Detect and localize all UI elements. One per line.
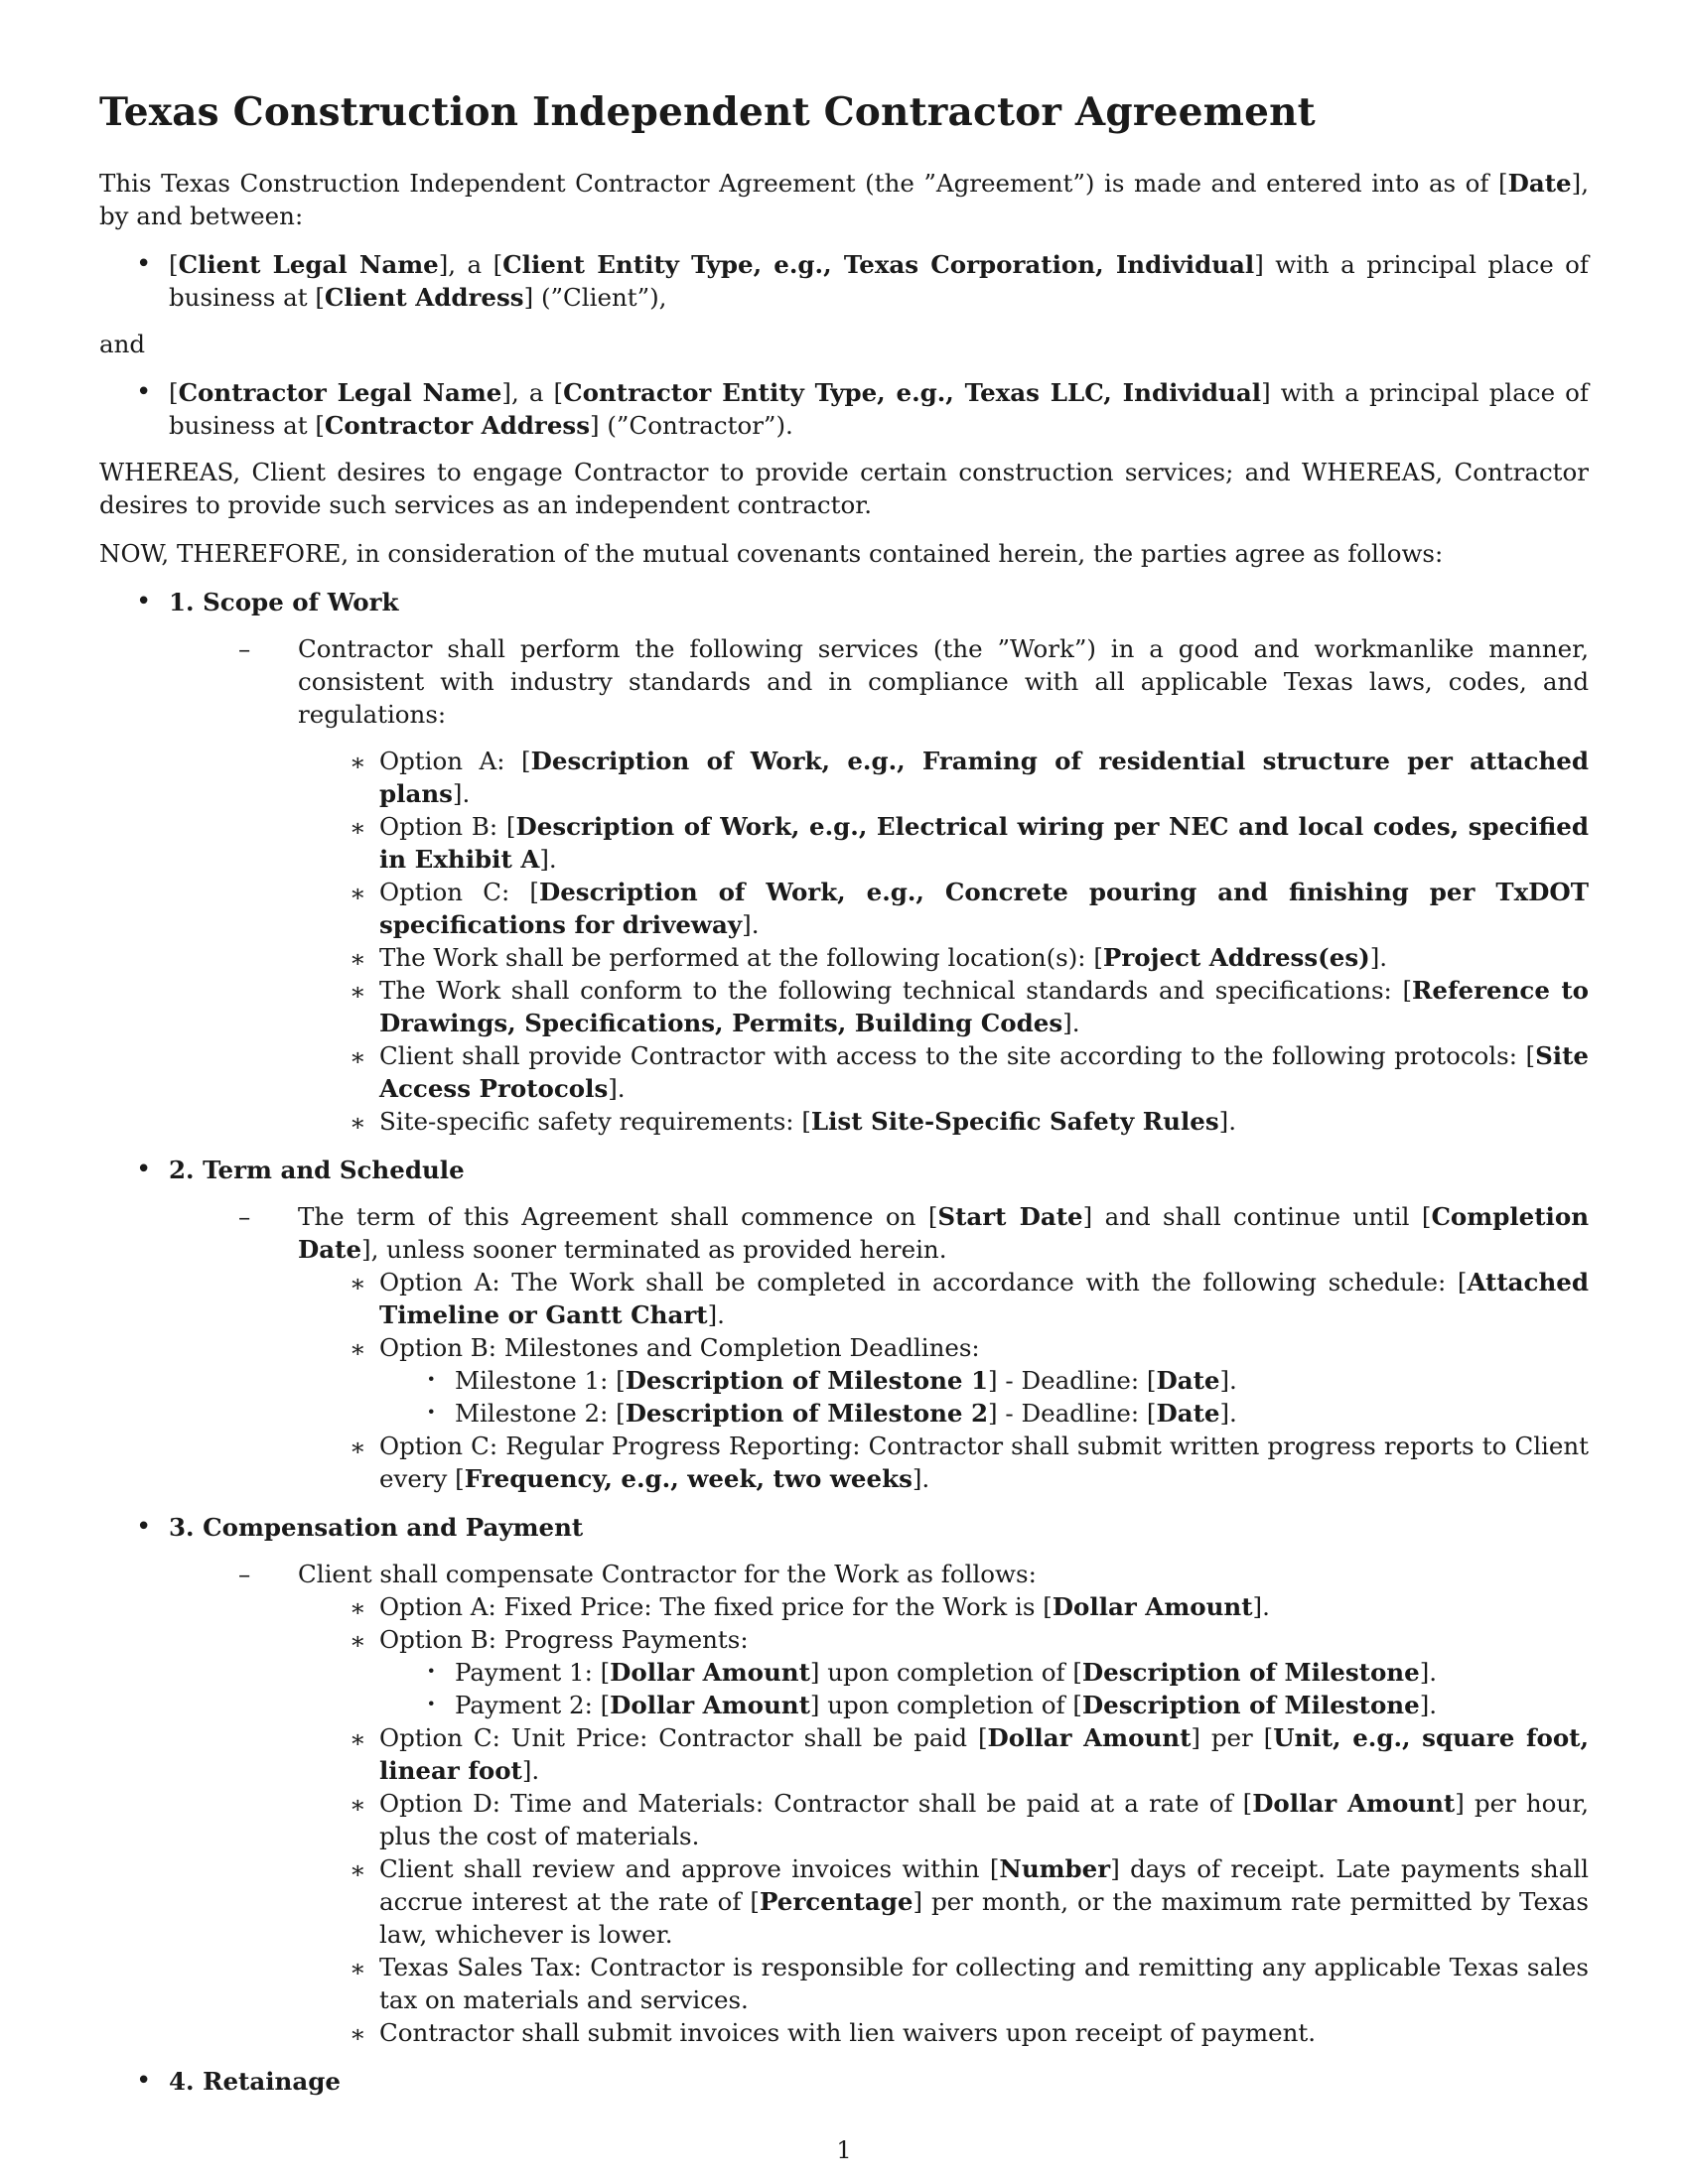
placeholder-contractor-address: Contractor Address [324, 411, 591, 440]
payment-2: · Payment 2: [Dollar Amount] upon completion of [Description of Milestone]. [427, 1689, 1589, 1721]
compensation-lead: – Client shall compensate Contractor for the Work as follows: ∗ Option A: Fixed Price: The fixed price for the Work is [Dollar Amount]. ∗ Option B: Progress Payments: · Payment 1: [Dollar Amount] upon completion of [Description of Milestone]. · Payment 2: [Dollar Amount] upon completion of [Description of Milestone]. ∗ Option C: Unit Price: Contractor shall be paid [Dollar Amount] per [Unit, e.g., square foot, linear foot]. ∗ Option D: Time and Materials: Contractor shall be paid at a rate of [Dollar Amount] per hour, plus the cost of materials. ∗ Client shall review and approve invoices within [Number] days of receipt. Late payments shall accrue interest at the rate of [Percentage] per month, or the maximum rate permitted by Texas law, whichever is lower. ∗ Texas Sales Tax: Contractor is responsible for collecting and remitting any applicable Texas sales tax on materials and services. ∗ Contractor shall submit invoices with lien waivers upon receipt of payment. [238, 1558, 1589, 2049]
payment-option-c: ∗ Option C: Unit Price: Contractor shall be paid [Dollar Amount] per [Unit, e.g., square foot, linear foot]. [350, 1721, 1589, 1787]
invoice-review: ∗ Client shall review and approve invoices within [Number] days of receipt. Late payments shall accrue interest at the rate of [Percentage] per month, or the maximum rate permitted by Texas law, whichever is lower. [350, 1852, 1589, 1951]
term-option-a: ∗ Option A: The Work shall be completed in accordance with the following schedule: [Attached Timeline or Gantt Chart]. [350, 1266, 1589, 1331]
scope-option-a: ∗ Option A: [Description of Work, e.g., Framing of residential structure per attached plans]. [350, 745, 1589, 810]
milestone-1: · Milestone 1: [Description of Milestone 1] - Deadline: [Date]. [427, 1364, 1589, 1397]
contractor-party-list [99, 376, 1589, 442]
sections-list [99, 586, 1589, 2098]
section-term-and-schedule [99, 1154, 1589, 1495]
payment-option-d: ∗ Option D: Time and Materials: Contractor shall be paid at a rate of [Dollar Amount] per hour, plus the cost of materials. [350, 1787, 1589, 1852]
sales-tax: ∗ Texas Sales Tax: Contractor is responsible for collecting and remitting any applicable Texas sales tax on materials and services. [350, 1951, 1589, 2016]
section-retainage [99, 2065, 1589, 2098]
scope-standards: ∗ The Work shall conform to the following technical standards and specifications: [Reference to Drawings, Specifications, Permits, Building Codes]. [350, 974, 1589, 1039]
placeholder-client-name: Client Legal Name [178, 250, 439, 279]
section-title: • 3. Compensation and Payment [169, 1513, 584, 1542]
placeholder-client-address: Client Address [324, 283, 524, 312]
and-text: and [99, 330, 146, 358]
scope-option-c: ∗ Option C: [Description of Work, e.g., Concrete pouring and finishing per TxDOT specifications for driveway]. [350, 876, 1589, 941]
scope-site-access: ∗ Client shall provide Contractor with access to the site according to the following protocols: [Site Access Protocols]. [350, 1039, 1589, 1105]
scope-location: ∗ The Work shall be performed at the following location(s): [Project Address(es)]. [350, 941, 1589, 974]
lien-waivers: ∗ Contractor shall submit invoices with lien waivers upon receipt of payment. [350, 2016, 1589, 2049]
document-body [99, 87, 1589, 2114]
term-option-b: ∗ Option B: Milestones and Completion Deadlines: · Milestone 1: [Description of Milestone 1] - Deadline: [Date]. · Milestone 2: [Description of Milestone 2] - Deadline: [Date]. [350, 1331, 1589, 1430]
section-title: • 2. Term and Schedule [169, 1156, 465, 1184]
section-title: • 1. Scope of Work [169, 588, 399, 616]
placeholder-contractor-name: Contractor Legal Name [178, 378, 502, 407]
scope-safety: ∗ Site-specific safety requirements: [List Site-Specific Safety Rules]. [350, 1105, 1589, 1138]
payment-1: · Payment 1: [Dollar Amount] upon completion of [Description of Milestone]. [427, 1656, 1589, 1689]
placeholder-contractor-entity: Contractor Entity Type, e.g., Texas LLC, Individual [563, 378, 1262, 407]
whereas-paragraph: WHEREAS, Client desires to engage Contractor to provide certain construction services; and WHEREAS, Contractor desires to provide such services as an independent contractor. [99, 458, 1589, 519]
scope-option-b: ∗ Option B: [Description of Work, e.g., Electrical wiring per NEC and local codes, specified in Exhibit A]. [350, 810, 1589, 876]
client-party-item: • [Client Legal Name], a [Client Entity Type, e.g., Texas Corporation, Individual] with a principal place of business at [Client Address] (”Client”), [99, 248, 1589, 314]
now-therefore-paragraph: NOW, THEREFORE, in consideration of the mutual covenants contained herein, the parties agree as follows: [99, 539, 1444, 568]
client-party-list [99, 248, 1589, 314]
milestone-2: · Milestone 2: [Description of Milestone 2] - Deadline: [Date]. [427, 1397, 1589, 1430]
term-lead: – The term of this Agreement shall commence on [Start Date] and shall continue until [Completion Date], unless sooner terminated as provided herein. ∗ Option A: The Work shall be completed in accordance with the following schedule: [Attached Timeline or Gantt Chart]. ∗ Option B: Milestones and Completion Deadlines: · Milestone 1: [Description of Milestone 1] - Deadline: [Date]. · Milestone 2: [Description of Milestone 2] - Deadline: [Date]. ∗ Option C: Regular Progress Reporting: Contractor shall submit written progress reports to Client every [Frequency, e.g., week, two weeks]. [238, 1200, 1589, 1495]
payment-option-b: ∗ Option B: Progress Payments: · Payment 1: [Dollar Amount] upon completion of [Description of Milestone]. · Payment 2: [Dollar Amount] upon completion of [Description of Milestone]. [350, 1623, 1589, 1721]
intro-paragraph: This Texas Construction Independent Contractor Agreement (the ”Agreement”) is made and entered into as of [Date], by and between: [99, 169, 1589, 230]
section-compensation-and-payment [99, 1511, 1589, 2049]
contractor-party-item: • [Contractor Legal Name], a [Contractor Entity Type, e.g., Texas LLC, Individual] with a principal place of business at [Contractor Address] (”Contractor”). [99, 376, 1589, 442]
payment-option-a: ∗ Option A: Fixed Price: The fixed price for the Work is [Dollar Amount]. [350, 1590, 1589, 1623]
section-scope-of-work [99, 586, 1589, 1138]
section-title: • 4. Retainage [169, 2067, 341, 2096]
placeholder-date: Date [1507, 169, 1572, 198]
term-option-c: ∗ Option C: Regular Progress Reporting: Contractor shall submit written progress reports to Client every [Frequency, e.g., week, two weeks]. [350, 1430, 1589, 1495]
document-title: Texas Construction Independent Contractor Agreement [99, 89, 1316, 135]
scope-lead: – Contractor shall perform the following services (the ”Work”) in a good and workmanlike manner, consistent with industry standards and in compliance with all applicable Texas laws, codes, and regulations: ∗ Option A: [Description of Work, e.g., Framing of residential structure per attached plans]. ∗ Option B: [Description of Work, e.g., Electrical wiring per NEC and local codes, specified in Exhibit A]. ∗ Option C: [Description of Work, e.g., Concrete pouring and finishing per TxDOT specifications for driveway]. ∗ The Work shall be performed at the following location(s): [Project Address(es)]. ∗ The Work shall conform to the following technical standards and specifications: [Reference to Drawings, Specifications, Permits, Building Codes]. ∗ Client shall provide Contractor with access to the site according to the following protocols: [Site Access Protocols]. ∗ Site-specific safety requirements: [List Site-Specific Safety Rules]. [238, 632, 1589, 1138]
placeholder-client-entity: Client Entity Type, e.g., Texas Corporation, Individual [502, 250, 1255, 279]
page-number: 1 [836, 2136, 852, 2164]
